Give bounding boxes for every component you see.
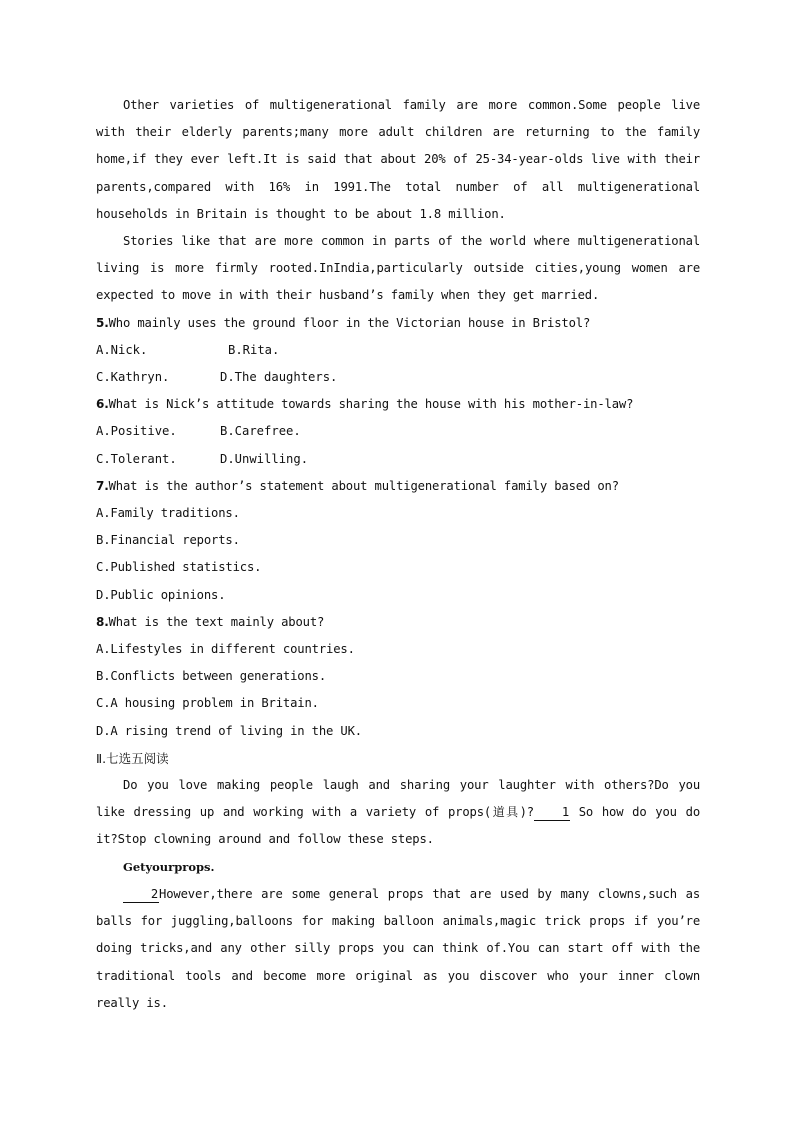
option-c[interactable]: C.Tolerant. bbox=[96, 451, 177, 466]
option-b[interactable]: B.Financial reports. bbox=[96, 533, 240, 548]
intro-text-1: Do you love making people laugh and sharing your laughter with others?Do you like dressing up and working with a variety of props( bbox=[96, 778, 700, 820]
question-5 bbox=[96, 310, 700, 392]
question-stem bbox=[96, 609, 700, 636]
option-c[interactable]: C.Published statistics. bbox=[96, 560, 262, 575]
option-d[interactable]: D.A rising trend of living in the UK. bbox=[96, 723, 362, 738]
question-6 bbox=[96, 391, 700, 473]
option-row bbox=[96, 364, 700, 391]
option-row bbox=[96, 418, 700, 445]
option-c[interactable]: C.A housing problem in Britain. bbox=[96, 696, 319, 711]
intro-text-2: )? bbox=[519, 805, 534, 820]
subheading-get-your-props: Getyourprops. bbox=[123, 859, 215, 874]
option-a[interactable]: A.Nick. bbox=[96, 342, 148, 357]
question-stem bbox=[96, 391, 700, 418]
question-text: What is the text mainly about? bbox=[108, 614, 325, 629]
question-number: 5. bbox=[96, 315, 109, 330]
question-text: What is Nick’s attitude towards sharing the house with his mother-in-law? bbox=[108, 397, 634, 412]
passage-paragraph-2: Stories like that are more common in parts of the world where multigenerational living is more firmly rooted.InIndia,particularly outside cities,young women are expected to move in with their husband’s family when they get married. bbox=[96, 234, 700, 303]
option-row bbox=[96, 446, 700, 473]
option-row bbox=[96, 337, 700, 364]
question-text: What is the author’s statement about multigenerational family based on? bbox=[108, 478, 619, 493]
question-8 bbox=[96, 609, 700, 745]
option-b[interactable]: B.Conflicts between generations. bbox=[96, 669, 326, 684]
question-7 bbox=[96, 473, 700, 609]
question-number: 7. bbox=[96, 478, 109, 493]
option-b[interactable]: B.Rita. bbox=[228, 342, 280, 357]
option-a[interactable]: A.Positive. bbox=[96, 424, 177, 439]
question-number: 6. bbox=[96, 397, 109, 412]
question-stem bbox=[96, 473, 700, 500]
intro-cjk-gloss: 道具 bbox=[491, 805, 520, 820]
answer-blank-1[interactable]: 1 bbox=[534, 804, 570, 821]
document-page bbox=[96, 92, 700, 1017]
option-d[interactable]: D.Unwilling. bbox=[220, 451, 309, 466]
option-d[interactable]: D.The daughters. bbox=[220, 370, 338, 385]
section-title: Ⅱ.七选五阅读 bbox=[96, 750, 169, 766]
intro-text-3: So how do you do it?Stop clowning around and follow these steps. bbox=[96, 805, 701, 847]
passage-paragraph-1: Other varieties of multigenerational family are more common.Some people live with their elderly parents;many more adult children are returning to the family home,if they ever left.It is said that about 20% of 25-34-year-olds live with their parents,compared with 16% in 1991.The total number of all multigenerational households in Britain is thought to be about 1.8 million. bbox=[96, 98, 700, 221]
option-b[interactable]: B.Carefree. bbox=[220, 424, 301, 439]
question-stem bbox=[96, 310, 700, 337]
option-c[interactable]: C.Kathryn. bbox=[96, 370, 170, 385]
question-text: Who mainly uses the ground floor in the Victorian house in Bristol? bbox=[108, 315, 591, 330]
answer-blank-2[interactable]: 2 bbox=[123, 886, 159, 903]
option-a[interactable]: A.Family traditions. bbox=[96, 506, 240, 521]
section2-intro bbox=[96, 772, 700, 854]
paragraph-text: However,there are some general props that are used by many clowns,such as balls for juggling,balloons for making balloon animals,magic trick props if you’re doing tricks,and any other silly props you can think of.You can start off with the traditional tools and become more original as you discover who your inner clown really is. bbox=[96, 886, 700, 1010]
question-number: 8. bbox=[96, 614, 109, 629]
section2-paragraph-2 bbox=[96, 881, 700, 1017]
option-a[interactable]: A.Lifestyles in different countries. bbox=[96, 642, 355, 657]
option-d[interactable]: D.Public opinions. bbox=[96, 587, 226, 602]
